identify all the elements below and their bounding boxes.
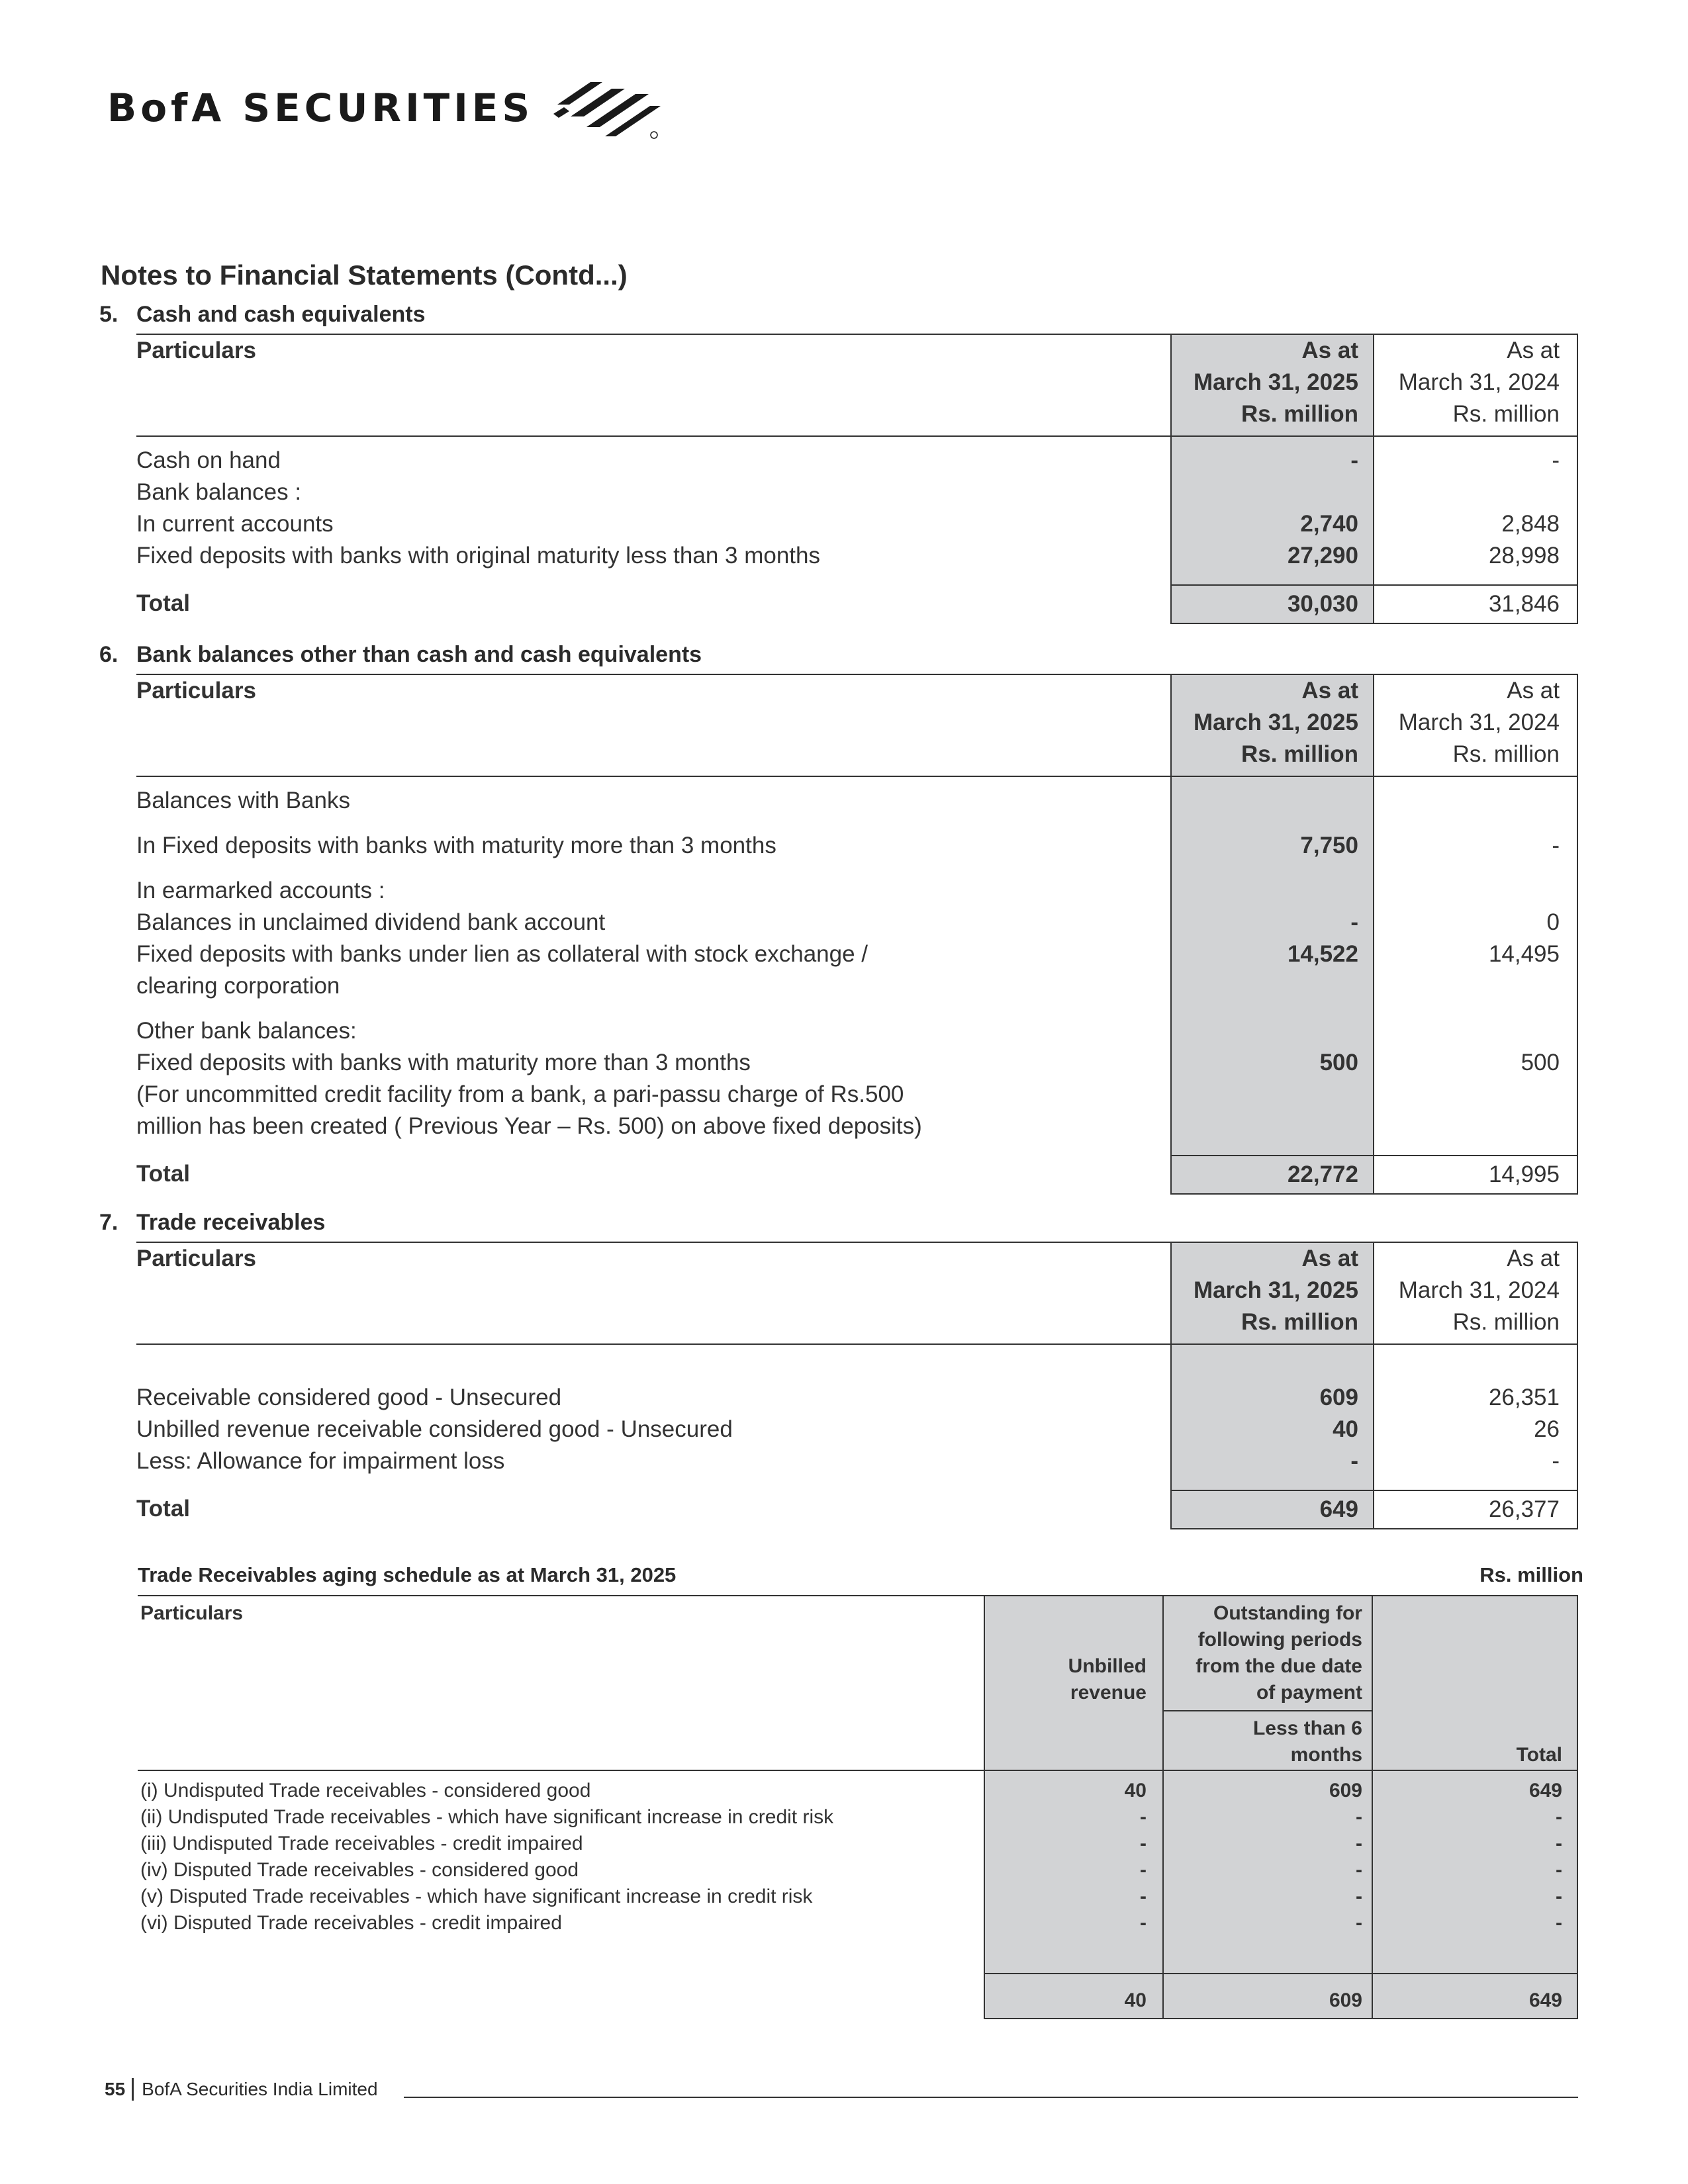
total-prev: 31,846: [1374, 585, 1577, 623]
prev-date: March 31, 2024: [1374, 1275, 1577, 1306]
row-label: In earmarked accounts :: [136, 878, 385, 903]
aging-row-label: (iii) Undisputed Trade receivables - credit impaired: [140, 1833, 583, 1854]
aging-unbilled-1: Unbilled: [984, 1653, 1163, 1680]
row-cur: [1171, 1079, 1374, 1111]
total-label: Total: [136, 1161, 191, 1187]
row-cur: 27,290: [1171, 540, 1374, 572]
logo-text: BofA SECURITIES: [107, 85, 534, 130]
row-prev: 26: [1374, 1414, 1577, 1445]
aging-out-2: following periods: [1163, 1627, 1372, 1653]
particulars-header: Particulars: [136, 1242, 1171, 1275]
row-prev: 28,998: [1374, 540, 1577, 572]
row-label: Receivable considered good - Unsecured: [136, 1385, 562, 1410]
row-cur: 7,750: [1171, 817, 1374, 862]
footer: [105, 2078, 378, 2101]
aging-particulars-header: Particulars: [138, 1596, 984, 1627]
aging-row-total: -: [1372, 1831, 1577, 1857]
section-title: Trade receivables: [136, 1210, 326, 1235]
row-prev: -: [1374, 817, 1577, 862]
row-cur: [1171, 1002, 1374, 1047]
row-prev: 2,848: [1374, 508, 1577, 540]
aging-row-unbilled: -: [984, 1910, 1163, 1936]
aging-title: Trade Receivables aging schedule as at March 31, 2025: [138, 1563, 677, 1586]
row-cur: -: [1171, 1445, 1374, 1477]
row-cur: 40: [1171, 1414, 1374, 1445]
aging-row-label: (v) Disputed Trade receivables - which have significant increase in credit risk: [140, 1886, 813, 1907]
aging-out-3: from the due date: [1163, 1653, 1372, 1680]
prev-as-at: As at: [1374, 334, 1577, 367]
row-label: clearing corporation: [136, 973, 340, 999]
total-prev: 14,995: [1374, 1156, 1577, 1194]
row-label: million has been created ( Previous Year – Rs. 500) on above fixed deposits): [136, 1113, 922, 1139]
aging-row-label: (ii) Undisputed Trade receivables - which have significant increase in credit risk: [140, 1806, 834, 1828]
aging-row-less: -: [1163, 1804, 1372, 1831]
prev-unit: Rs. million: [1374, 1306, 1577, 1344]
row-prev: 14,495: [1374, 938, 1577, 970]
row-cur: [1171, 776, 1374, 817]
total-cur: 22,772: [1171, 1156, 1374, 1194]
prev-unit: Rs. million: [1374, 739, 1577, 776]
row-cur: [1171, 477, 1374, 508]
aging-row-total: -: [1372, 1804, 1577, 1831]
prev-date: March 31, 2024: [1374, 367, 1577, 398]
other-bank-balances-table: [136, 674, 1578, 1195]
footer-company: BofA Securities India Limited: [142, 2079, 378, 2099]
row-cur: 14,522: [1171, 938, 1374, 970]
aging-row-label: (iv) Disputed Trade receivables - considered good: [140, 1859, 579, 1881]
row-prev: [1374, 776, 1577, 817]
aging-less-2: months: [1163, 1742, 1372, 1770]
row-cur: [1171, 862, 1374, 907]
aging-unbilled-2: revenue: [984, 1680, 1163, 1711]
row-cur: [1171, 970, 1374, 1002]
row-label: Cash on hand: [136, 447, 281, 473]
aging-row-total: 649: [1372, 1770, 1577, 1804]
row-label: In current accounts: [136, 511, 334, 537]
row-cur: 500: [1171, 1047, 1374, 1079]
row-label: Fixed deposits with banks with original maturity less than 3 months: [136, 543, 820, 569]
aging-row-total: -: [1372, 1857, 1577, 1884]
row-label: Unbilled revenue receivable considered good - Unsecured: [136, 1416, 733, 1442]
row-label: In Fixed deposits with banks with maturity more than 3 months: [136, 833, 776, 858]
row-prev: [1374, 1111, 1577, 1142]
total-prev: 26,377: [1374, 1490, 1577, 1529]
particulars-header: Particulars: [136, 674, 1171, 707]
aging-row-less: -: [1163, 1910, 1372, 1936]
aging-row-unbilled: -: [984, 1857, 1163, 1884]
footer-rule: [404, 2097, 1578, 2098]
aging-row-unbilled: 40: [984, 1770, 1163, 1804]
section-5-heading: [99, 302, 426, 328]
row-label: Other bank balances:: [136, 1018, 357, 1044]
total-label: Total: [136, 590, 191, 616]
cash-equivalents-table: [136, 334, 1578, 624]
row-prev: [1374, 862, 1577, 907]
row-cur: -: [1171, 436, 1374, 477]
aging-row-total: -: [1372, 1884, 1577, 1910]
row-label: Less: Allowance for impairment loss: [136, 1448, 505, 1474]
row-label: Balances in unclaimed dividend bank account: [136, 909, 606, 935]
aging-total-less: 609: [1163, 1974, 1372, 2019]
prev-date: March 31, 2024: [1374, 707, 1577, 739]
cur-date: March 31, 2025: [1171, 707, 1374, 739]
row-cur: [1171, 1111, 1374, 1142]
row-label: Bank balances :: [136, 479, 302, 505]
bofa-flag-icon: [551, 75, 663, 140]
aging-row-less: -: [1163, 1857, 1372, 1884]
aging-out-1: Outstanding for: [1163, 1596, 1372, 1627]
total-label: Total: [136, 1496, 191, 1522]
row-label: Balances with Banks: [136, 788, 350, 813]
aging-row-less: -: [1163, 1831, 1372, 1857]
row-cur: -: [1171, 907, 1374, 938]
cur-unit: Rs. million: [1171, 1306, 1374, 1344]
aging-less-1: Less than 6: [1163, 1711, 1372, 1742]
section-number: 7.: [99, 1210, 118, 1235]
section-7-heading: [99, 1210, 325, 1236]
particulars-header: Particulars: [136, 334, 1171, 367]
aging-row-label: (vi) Disputed Trade receivables - credit impaired: [140, 1912, 562, 1934]
aging-row-less: 609: [1163, 1770, 1372, 1804]
row-prev: 500: [1374, 1047, 1577, 1079]
row-prev: -: [1374, 1445, 1577, 1477]
row-label: Fixed deposits with banks with maturity more than 3 months: [136, 1050, 751, 1075]
row-label: Fixed deposits with banks under lien as collateral with stock exchange /: [136, 941, 868, 967]
page-title: Notes to Financial Statements (Contd...): [101, 259, 628, 291]
aging-out-4: of payment: [1163, 1680, 1372, 1711]
section-number: 6.: [99, 642, 118, 667]
row-prev: [1374, 477, 1577, 508]
section-6-heading: [99, 642, 702, 668]
row-prev: -: [1374, 436, 1577, 477]
cur-date: March 31, 2025: [1171, 367, 1374, 398]
trade-receivables-table: [136, 1242, 1578, 1529]
section-number: 5.: [99, 302, 118, 327]
aging-row-less: -: [1163, 1884, 1372, 1910]
cur-unit: Rs. million: [1171, 398, 1374, 436]
logo: [107, 71, 663, 144]
cur-as-at: As at: [1171, 334, 1374, 367]
aging-row-unbilled: -: [984, 1804, 1163, 1831]
aging-row-unbilled: -: [984, 1831, 1163, 1857]
cur-date: March 31, 2025: [1171, 1275, 1374, 1306]
row-prev: 0: [1374, 907, 1577, 938]
prev-unit: Rs. million: [1374, 398, 1577, 436]
row-cur: 609: [1171, 1344, 1374, 1414]
row-prev: [1374, 1079, 1577, 1111]
row-prev: [1374, 970, 1577, 1002]
prev-as-at: As at: [1374, 1242, 1577, 1275]
cur-as-at: As at: [1171, 674, 1374, 707]
total-cur: 649: [1171, 1490, 1374, 1529]
aging-total-unbilled: 40: [984, 1974, 1163, 2019]
section-title: Bank balances other than cash and cash equivalents: [136, 642, 702, 667]
total-cur: 30,030: [1171, 585, 1374, 623]
cur-unit: Rs. million: [1171, 739, 1374, 776]
page-number: 55: [105, 2078, 134, 2101]
row-prev: [1374, 1002, 1577, 1047]
row-label: (For uncommitted credit facility from a bank, a pari-passu charge of Rs.500: [136, 1081, 904, 1107]
cur-as-at: As at: [1171, 1242, 1374, 1275]
row-cur: 2,740: [1171, 508, 1374, 540]
aging-total-total: 649: [1372, 1974, 1577, 2019]
section-title: Cash and cash equivalents: [136, 302, 426, 327]
aging-unit: Rs. million: [1479, 1563, 1583, 1586]
aging-total-header: Total: [1372, 1742, 1577, 1770]
aging-table: [138, 1595, 1578, 2019]
aging-row-label: (i) Undisputed Trade receivables - considered good: [140, 1780, 591, 1801]
prev-as-at: As at: [1374, 674, 1577, 707]
aging-row-unbilled: -: [984, 1884, 1163, 1910]
row-prev: 26,351: [1374, 1344, 1577, 1414]
aging-row-total: -: [1372, 1910, 1577, 1936]
